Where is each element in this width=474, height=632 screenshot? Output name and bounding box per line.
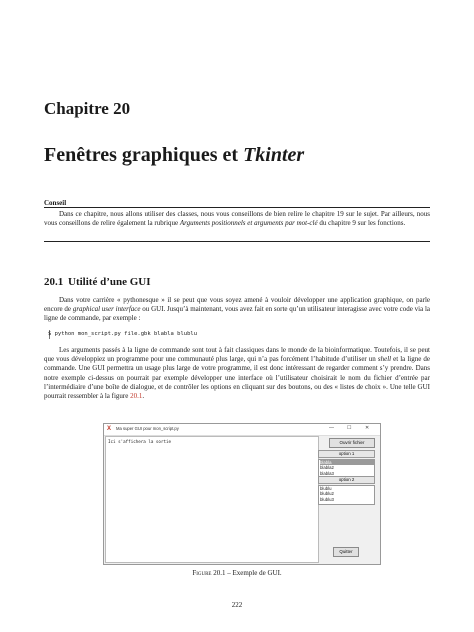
quit-button[interactable]: Quitter xyxy=(333,547,359,557)
figure-label: Figure xyxy=(192,569,212,577)
chapter-title-main: Fenêtres graphiques et xyxy=(44,144,244,166)
paragraph-2 xyxy=(44,346,430,401)
option2-label: option 2 xyxy=(318,476,375,484)
output-textarea[interactable] xyxy=(105,436,319,563)
paragraph-1 xyxy=(44,296,430,324)
section-title xyxy=(44,276,151,288)
gui-titlebar xyxy=(104,424,380,436)
para1-a: Dans votre carrière « pythonesque » il se peut que vous soyez amené à vouloir développer une application graphique, on parle encore de xyxy=(44,296,430,314)
conseil-top-rule xyxy=(44,207,430,208)
gui-window-title: Ma super GUI pour mon_script.py xyxy=(116,426,179,431)
output-text: Ici s'affichera la sortie xyxy=(108,439,172,444)
chapter-title-italic: Tkinter xyxy=(243,144,305,166)
minimize-icon[interactable]: — xyxy=(329,425,334,431)
chapter-number: Chapitre 20 xyxy=(44,99,131,118)
page-number: 222 xyxy=(231,601,243,609)
conseil-text-1: Dans ce chapitre, nous allons utiliser des classes, nous vous conseillons de bien relire le chapitre 19 sur le sujet. Par ailleurs, nous vous conseillons de relire également la rubrique xyxy=(44,210,430,228)
gui-window xyxy=(103,423,381,565)
chapter-title xyxy=(44,144,304,167)
list-item[interactable]: blabla3 xyxy=(320,470,334,476)
figure-reference-link[interactable]: 20.1 xyxy=(130,392,143,401)
figure-caption-text: 20.1 – Exemple de GUI. xyxy=(211,569,282,577)
section-number: 20.1 xyxy=(44,276,64,288)
list-item[interactable]: blabla2 xyxy=(320,465,334,471)
option1-label: option 1 xyxy=(318,450,375,458)
section-title-text: Utilité d’une GUI xyxy=(68,276,151,288)
conseil-text-2: du chapitre 9 sur les fonctions. xyxy=(317,219,406,228)
conseil-text-italic: Arguments positionnels et arguments par mot-clé xyxy=(179,219,318,228)
conseil-bottom-rule xyxy=(44,241,430,242)
para2-italic: shell xyxy=(377,355,392,364)
code-line: $ python mon_script.py file.gbk blabla blublu xyxy=(48,331,198,337)
close-icon[interactable]: ✕ xyxy=(365,425,370,431)
para2-b: et la ligne de commande. Une GUI permettra un usage plus large de votre programme, il est donc intéressant de regarder comment s’y prendre. Dans notre exemple ci-dessus on pourrait par exemple développer une interface où l’utilisateur choisirait le nom du fichier d’entrée par l’intermédiaire d’une boîte de dialogue, et de contrôler les options en cliquant sur des boutons, ou des « listes de choix ». Une telle GUI pourrait ressembler à la figure xyxy=(44,355,430,401)
tk-logo-icon: X xyxy=(107,426,112,432)
para1-b: ou GUI. Jusqu’à maintenant, vous avez fait en sorte qu’un utilisateur interagisse avec votre code via la ligne de commande, par exemple : xyxy=(44,305,431,323)
option2-listbox[interactable] xyxy=(318,485,375,505)
para1-italic: graphical user interface xyxy=(72,305,141,314)
open-file-button[interactable]: Ouvrir fichier xyxy=(329,438,375,448)
conseil-label: Conseil xyxy=(44,199,67,207)
list-item[interactable]: blublu3 xyxy=(320,496,334,502)
list-item[interactable]: blublu2 xyxy=(320,491,334,497)
list-item[interactable]: blabla xyxy=(320,460,374,465)
para2-c: . xyxy=(142,392,145,401)
conseil-text xyxy=(44,210,430,228)
figure-caption xyxy=(0,569,474,577)
list-item[interactable]: blublu xyxy=(320,486,332,491)
para2-a: Les arguments passés à la ligne de commande sont tout à fait classiques dans le monde de la bioinformatique. Toutefois, il se peut que vous développiez un programme pour une communauté plus large, qui n’a pas forcément l’habitude d’utiliser un xyxy=(44,346,430,364)
maximize-icon[interactable]: ☐ xyxy=(347,425,352,431)
